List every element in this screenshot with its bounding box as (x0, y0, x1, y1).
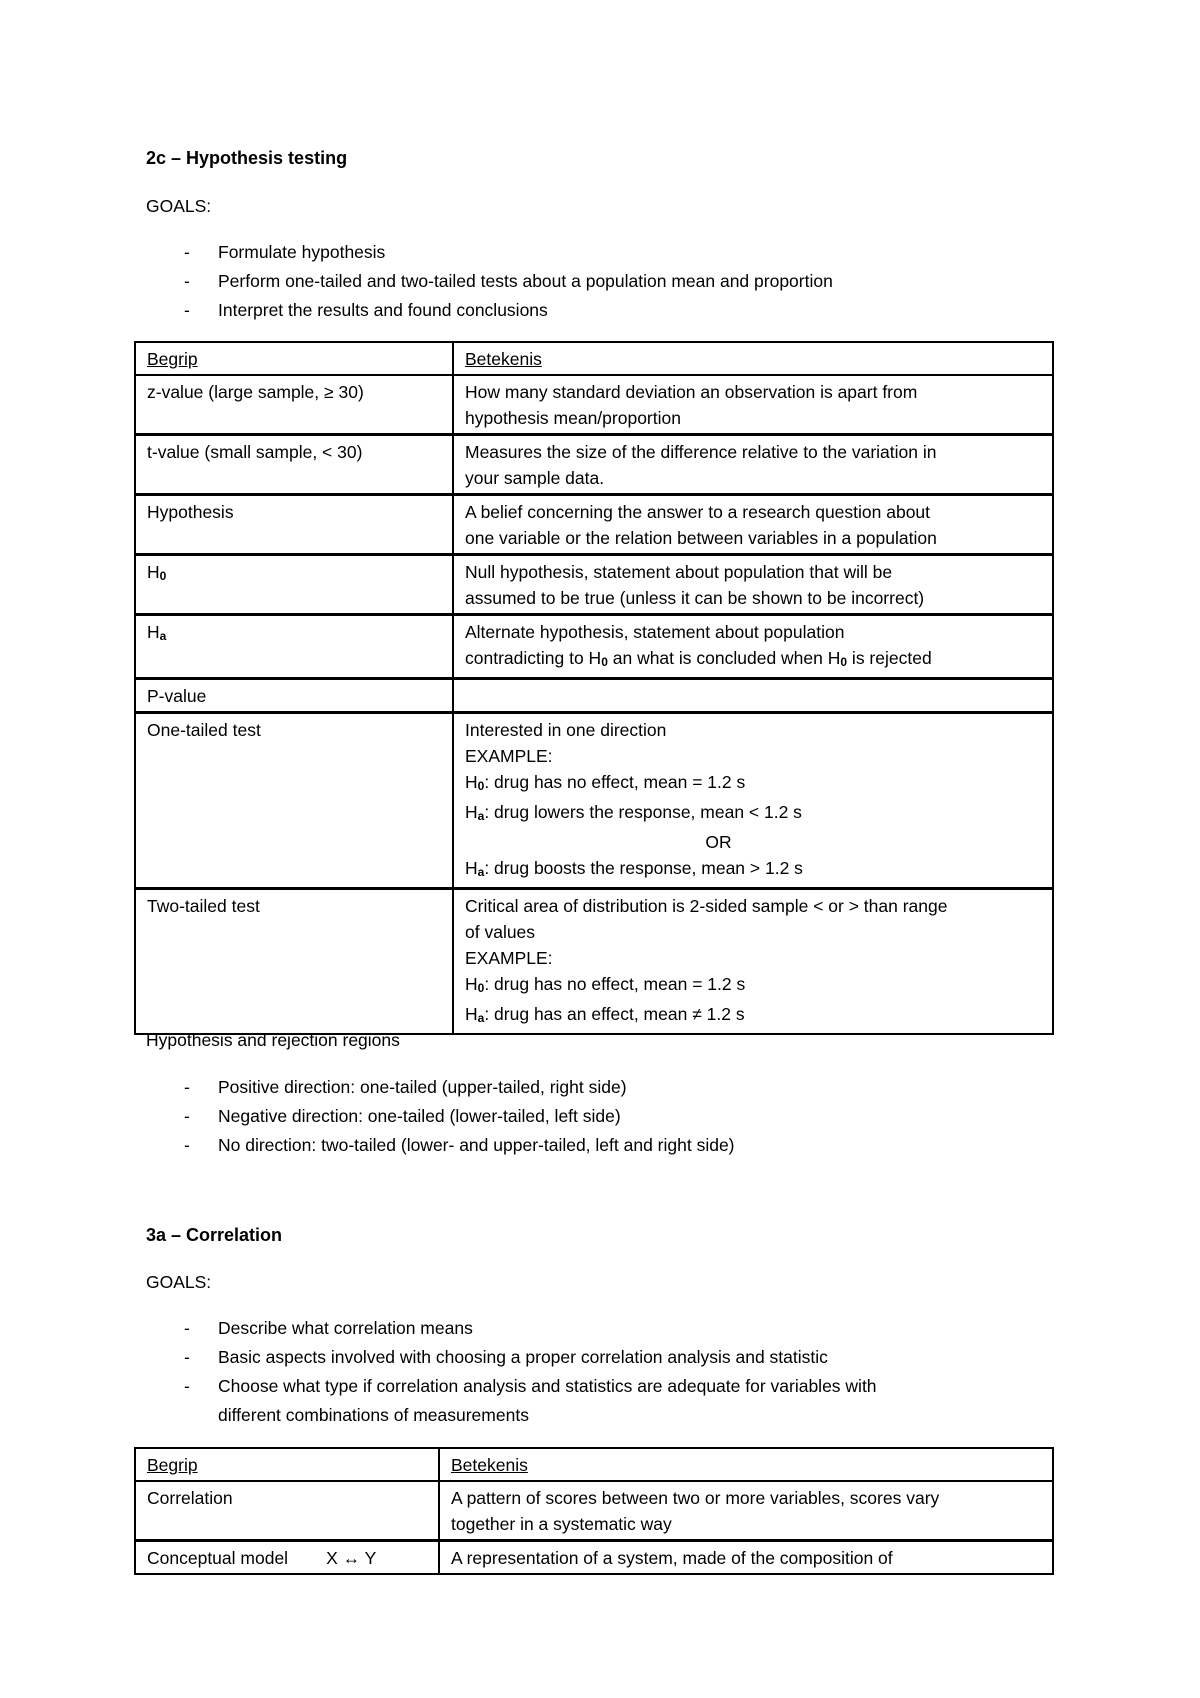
list-item: - Interpret the results and found conclusions (184, 300, 548, 320)
table-row (135, 1541, 1053, 1575)
table-row (135, 1448, 1053, 1481)
meaning-cell: Alternate hypothesis, statement about population contradicting to H0 an what is concluded when H0 is rejected (453, 615, 1053, 679)
term-cell: Hypothesis (135, 495, 453, 555)
table-row (135, 615, 1053, 679)
table-row (135, 713, 1053, 889)
term-cell: Correlation (135, 1481, 439, 1541)
list-item: - Describe what correlation means (184, 1318, 473, 1338)
list-item: - Basic aspects involved with choosing a proper correlation analysis and statistic (184, 1347, 828, 1367)
goals-label: GOALS: (146, 1272, 212, 1292)
list-item: - Formulate hypothesis (184, 242, 386, 262)
column-header: Betekenis (451, 1455, 528, 1475)
table-row (135, 342, 1053, 375)
table-row (135, 495, 1053, 555)
term-cell: P-value (135, 679, 453, 713)
term-cell: t-value (small sample, < 30) (135, 435, 453, 495)
rejection-list (146, 1073, 1046, 1160)
list-item: - Negative direction: one-tailed (lower-tailed, left side) (184, 1106, 621, 1126)
list-item: - No direction: two-tailed (lower- and upper-tailed, left and right side) (184, 1135, 735, 1155)
table-row (135, 555, 1053, 615)
table-row (135, 889, 1053, 1035)
table-row (135, 375, 1053, 435)
table-row (135, 679, 1053, 713)
meaning-cell: Interested in one direction EXAMPLE: H0: drug has no effect, mean = 1.2 s Ha: drug lowers the response, mean < 1.2 s OR Ha: drug boosts the response, mean > 1.2 s (453, 713, 1053, 889)
meaning-cell: A belief concerning the answer to a research question about one variable or the relation between variables in a population (453, 495, 1053, 555)
list-item: - Positive direction: one-tailed (upper-tailed, right side) (184, 1077, 627, 1097)
goals-list (146, 238, 1046, 325)
meaning-cell: A representation of a system, made of the composition of (439, 1541, 1053, 1575)
list-item: - Choose what type if correlation analysis and statistics are adequate for variables with different combinations of measurements (184, 1376, 877, 1425)
term-cell: H0 (135, 555, 453, 615)
column-header: Begrip (147, 349, 198, 369)
meaning-cell: Null hypothesis, statement about population that will be assumed to be true (unless it can be shown to be incorrect) (453, 555, 1053, 615)
column-header: Betekenis (465, 349, 542, 369)
goals-label: GOALS: (146, 196, 212, 216)
table-row (135, 1481, 1053, 1541)
list-item: - Perform one-tailed and two-tailed tests about a population mean and proportion (184, 271, 833, 291)
definitions-table (134, 1447, 1054, 1575)
term-cell: One-tailed test (135, 713, 453, 889)
meaning-cell: How many standard deviation an observation is apart from hypothesis mean/proportion (453, 375, 1053, 435)
meaning-cell (453, 679, 1053, 713)
rejection-title: Hypothesis and rejection regions (146, 1030, 400, 1050)
term-cell: Ha (135, 615, 453, 679)
term-cell: z-value (large sample, ≥ 30) (135, 375, 453, 435)
table-row (135, 435, 1053, 495)
meaning-cell: Critical area of distribution is 2-sided sample < or > than range of values EXAMPLE: H0: drug has no effect, mean = 1.2 s Ha: drug has an effect, mean ≠ 1.2 s (453, 889, 1053, 1035)
column-header: Begrip (147, 1455, 198, 1475)
term-cell: Conceptual model X ↔ Y (135, 1541, 439, 1575)
meaning-cell: A pattern of scores between two or more variables, scores vary together in a systematic way (439, 1481, 1053, 1541)
term-cell: Two-tailed test (135, 889, 453, 1035)
goals-list (146, 1314, 1046, 1430)
section-title: 3a – Correlation (146, 1225, 283, 1245)
section-title: 2c – Hypothesis testing (146, 148, 348, 168)
definitions-table (134, 341, 1054, 1035)
meaning-cell: Measures the size of the difference relative to the variation in your sample data. (453, 435, 1053, 495)
